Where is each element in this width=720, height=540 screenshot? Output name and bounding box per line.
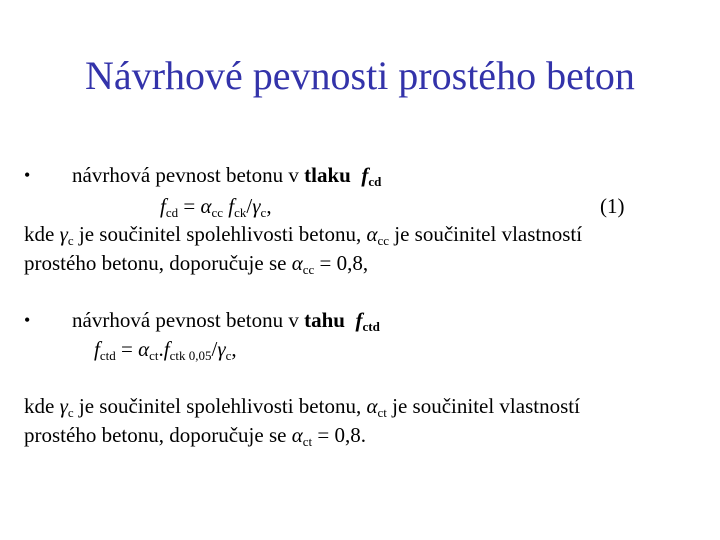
formula2-alpha-sub: ct xyxy=(149,348,159,363)
formula1-f: f xyxy=(160,194,166,218)
s2-l1-alpha: α xyxy=(366,394,378,418)
formula2-gamma-sub: c xyxy=(225,348,232,363)
formula1-f2: f xyxy=(228,194,235,218)
formula2-gamma: γ xyxy=(217,337,226,361)
section1-formula xyxy=(160,193,272,219)
s2-l2-b: = 0,8. xyxy=(312,423,366,447)
s1-l1-alpha-sub: cc xyxy=(377,233,390,248)
s2-l2-a: prostého betonu, doporučuje se xyxy=(24,423,292,447)
formula1-f2-sub: ck xyxy=(234,205,247,220)
bullet-1: • xyxy=(24,165,31,185)
s2-l2-alpha-sub: ct xyxy=(302,434,313,449)
slide-title: Návrhové pevnosti prostého beton xyxy=(85,53,635,98)
s1-l2-a: prostého betonu, doporučuje se xyxy=(24,251,292,275)
s1-l1-b: je součinitel spolehlivosti betonu, xyxy=(73,222,367,246)
formula1-gamma: γ xyxy=(252,194,261,218)
s2-l1-c: je součinitel vlastností xyxy=(386,394,580,418)
bullet-2: • xyxy=(24,310,31,330)
s1-l1-gamma-sub: c xyxy=(67,233,74,248)
section1-heading-symbol: f xyxy=(361,163,369,187)
equation-number: (1) xyxy=(600,194,625,218)
section2-text-line1 xyxy=(24,393,580,419)
formula1-slash: / xyxy=(246,194,253,218)
section2-heading-symbol: f xyxy=(355,308,363,332)
section2-heading xyxy=(72,307,380,333)
formula1-f-sub: cd xyxy=(165,205,179,220)
s1-l2-b: = 0,8, xyxy=(314,251,369,275)
section1-text-line2 xyxy=(24,250,368,276)
section1-text-line1 xyxy=(24,221,582,247)
s1-l2-alpha: α xyxy=(291,251,303,275)
section1-heading xyxy=(72,162,381,188)
s2-l1-a: kde xyxy=(24,394,60,418)
section2-heading-text: návrhová pevnost betonu v xyxy=(72,308,305,332)
s1-l1-c: je součinitel vlastností xyxy=(389,222,583,246)
s2-l1-gamma: γ xyxy=(59,394,68,418)
section2-heading-sub: ctd xyxy=(362,319,380,334)
formula2-f: f xyxy=(94,337,100,361)
section2-heading-bold: tahu xyxy=(304,308,345,332)
s1-l1-a: kde xyxy=(24,222,60,246)
formula2-f2: f xyxy=(163,337,170,361)
formula2-eq: = xyxy=(115,337,139,361)
section1-heading-sub: cd xyxy=(368,174,382,189)
s2-l1-gamma-sub: c xyxy=(67,405,74,420)
formula2-f-sub: ctd xyxy=(99,348,116,363)
s2-l1-b: je součinitel spolehlivosti betonu, xyxy=(73,394,367,418)
formula1-alpha: α xyxy=(200,194,212,218)
formula2-end: , xyxy=(231,337,237,361)
section1-heading-text: návrhová pevnost betonu v xyxy=(72,163,305,187)
formula1-end: , xyxy=(266,194,272,218)
s1-l1-alpha: α xyxy=(366,222,378,246)
section1-heading-bold: tlaku xyxy=(304,163,351,187)
formula2-f2-sub: ctk 0,05 xyxy=(169,348,212,363)
formula2-slash: / xyxy=(211,337,218,361)
section2-text-line2 xyxy=(24,422,366,448)
s2-l2-alpha: α xyxy=(291,423,303,447)
formula2-sep: . xyxy=(158,337,164,361)
formula2-alpha: α xyxy=(138,337,150,361)
formula1-alpha-sub: cc xyxy=(211,205,224,220)
formula1-eq: = xyxy=(178,194,201,218)
section2-formula xyxy=(94,336,237,362)
formula1-gamma-sub: c xyxy=(260,205,267,220)
s2-l1-alpha-sub: ct xyxy=(377,405,387,420)
s1-l2-alpha-sub: cc xyxy=(302,262,315,277)
s1-l1-gamma: γ xyxy=(59,222,68,246)
